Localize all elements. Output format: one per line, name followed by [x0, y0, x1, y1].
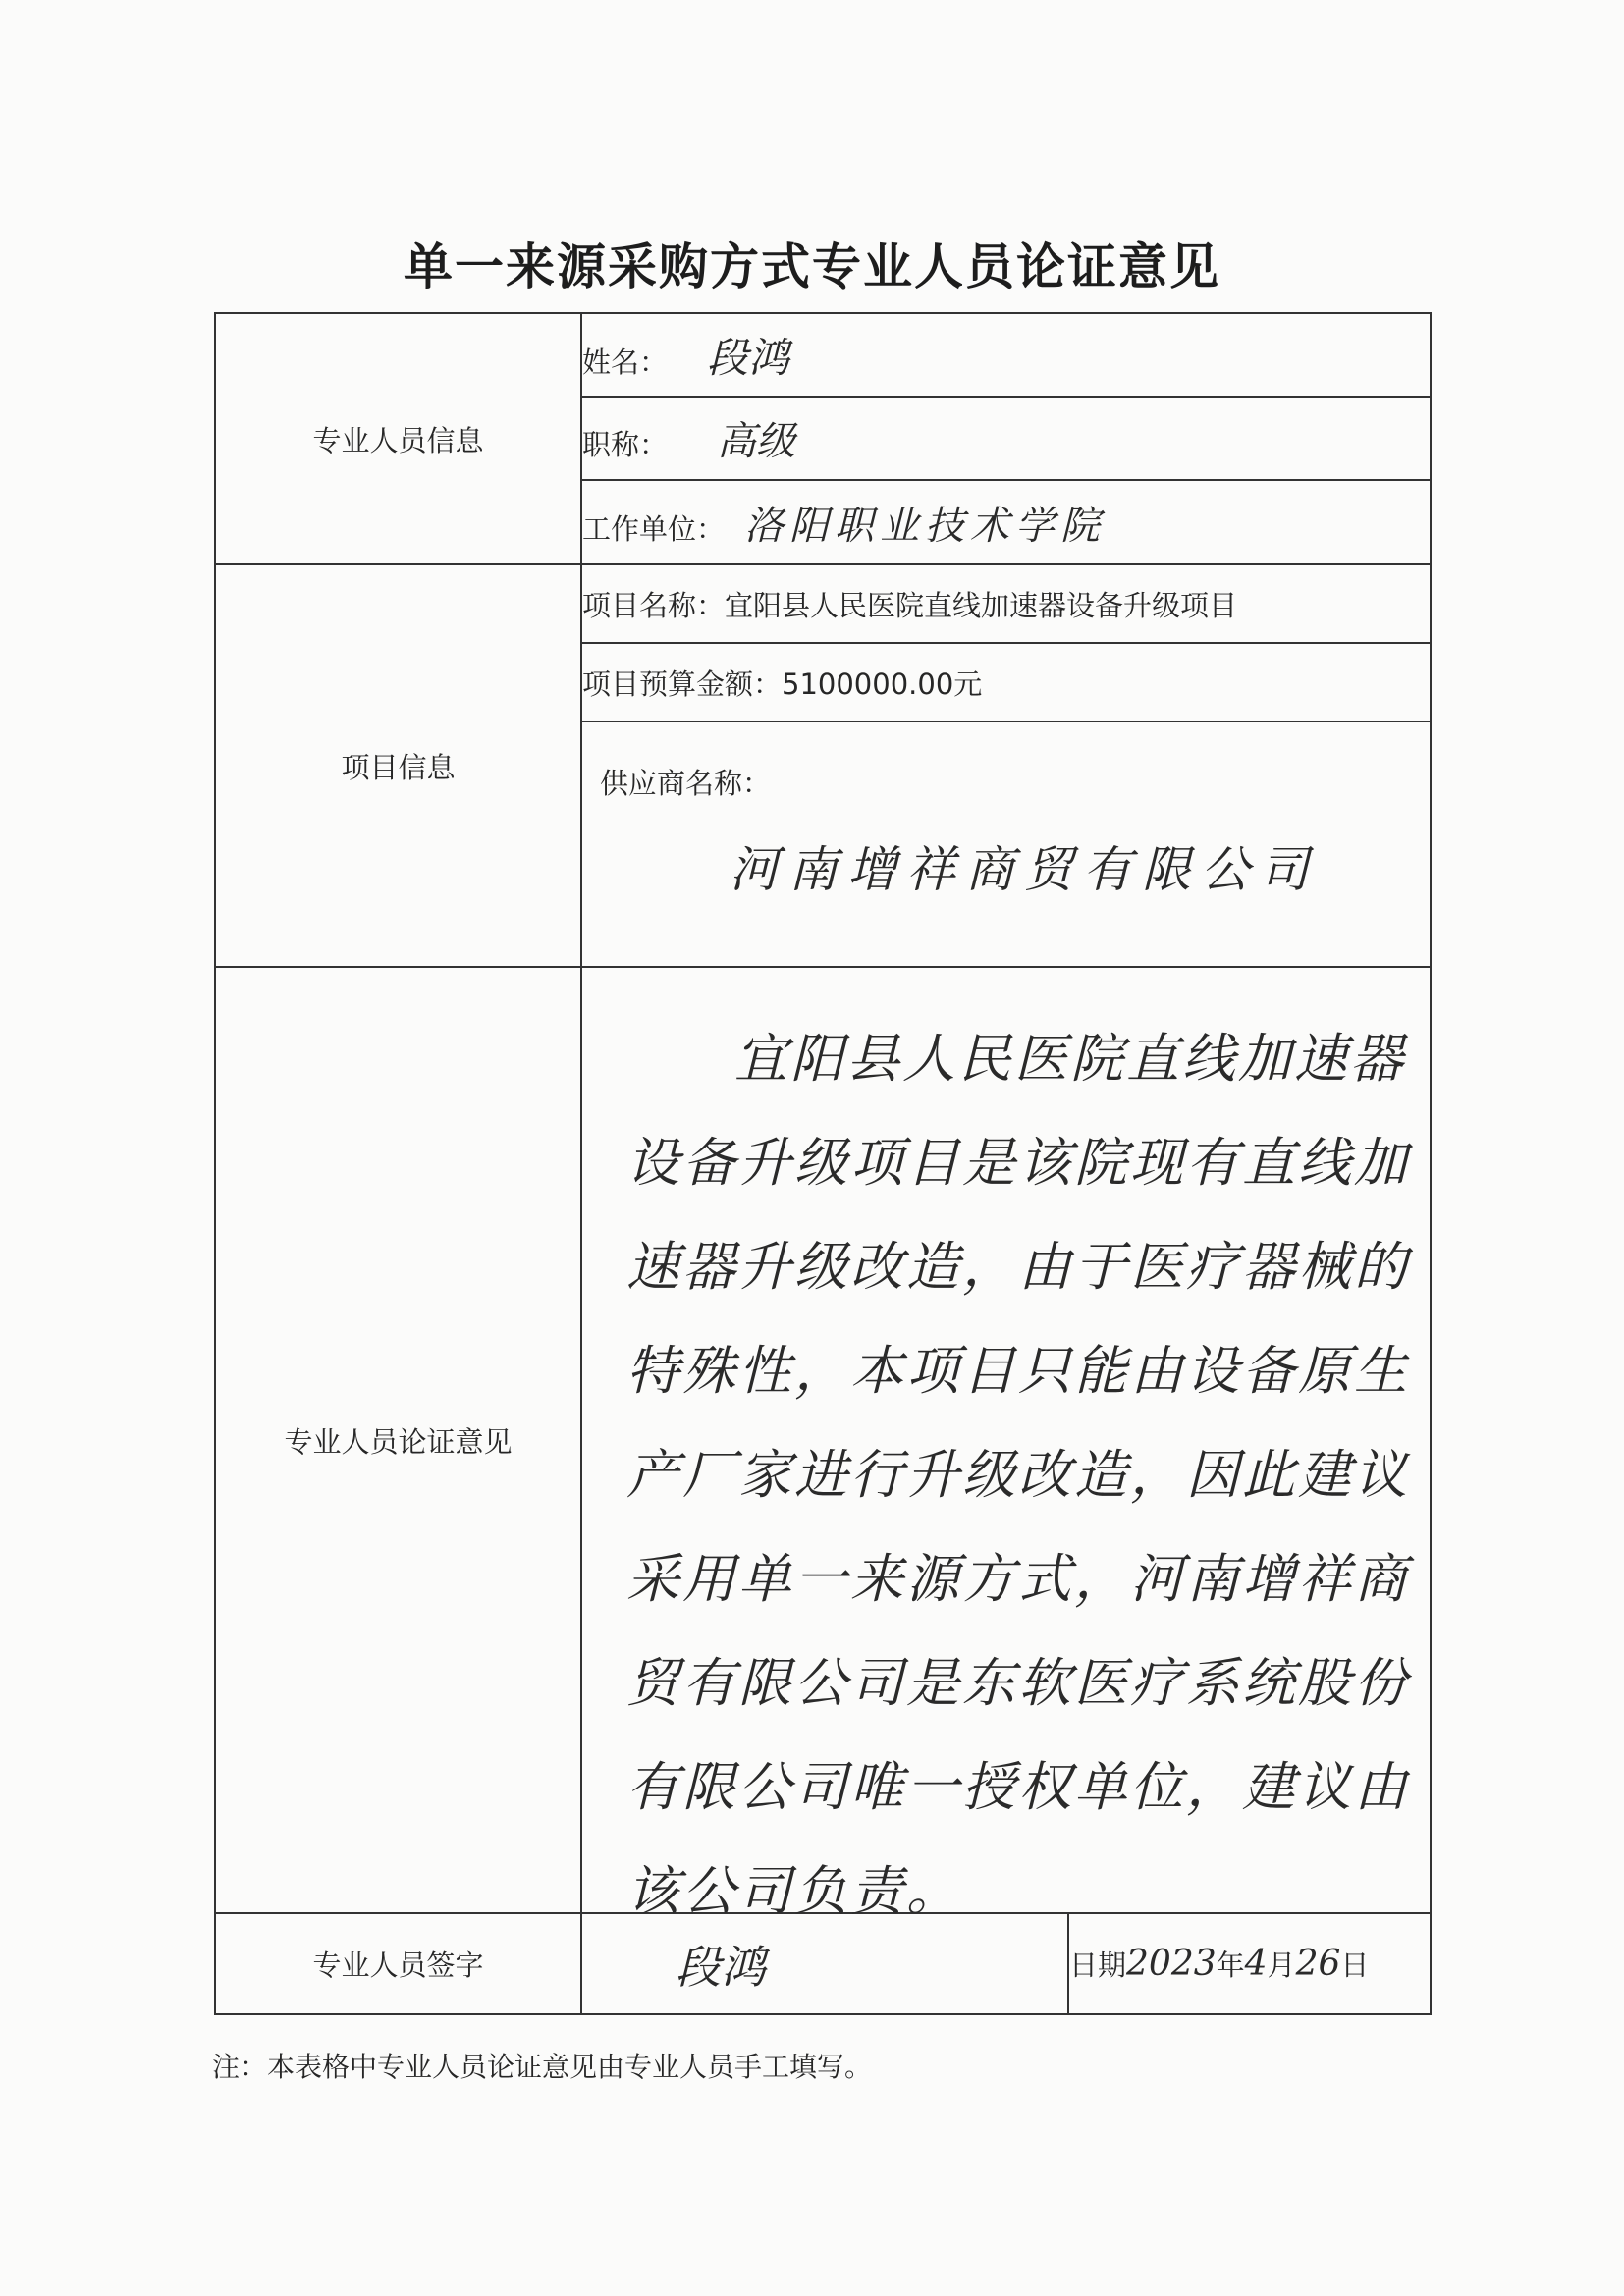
signature-label: 专业人员签字 — [215, 1913, 581, 2014]
supplier-cell — [581, 721, 1431, 967]
title-label: 职称： — [582, 428, 669, 461]
title-value: 高级 — [717, 419, 796, 464]
unit-label: 工作单位： — [582, 511, 726, 546]
name-label: 姓名： — [582, 345, 669, 379]
supplier-label: 供应商名称： — [600, 767, 772, 800]
date-year: 2023 — [1126, 1944, 1217, 1984]
opinion-cell — [581, 967, 1431, 1922]
supplier-value: 河南增祥商贸有限公司 — [730, 841, 1319, 898]
footnote: 注：本表格中专业人员论证意见由专业人员手工填写。 — [212, 2051, 873, 2083]
project-budget: 项目预算金额：5100000.00元 — [581, 643, 1431, 721]
date-prefix: 日期 — [1069, 1949, 1127, 1982]
date-day-suffix: 日 — [1340, 1949, 1370, 1982]
page-title: 单一来源采购方式专业人员论证意见 — [404, 239, 1220, 295]
signature-value: 段鸿 — [676, 1940, 766, 1994]
date-day: 26 — [1295, 1944, 1341, 1984]
title-row — [581, 397, 1431, 480]
name-row — [581, 313, 1431, 397]
expert-info-label: 专业人员信息 — [215, 313, 581, 564]
unit-row — [581, 480, 1431, 564]
project-name: 项目名称：宜阳县人民医院直线加速器设备升级项目 — [581, 564, 1431, 643]
opinion-text: 宜阳县人民医院直线加速器设备升级项目是该院现有直线加速器升级改造，由于医疗器械的特殊性，本项目只能由设备原生产厂家进行升级改造，因此建议采用单一来源方式，河南增祥商贸有限公司是东软医疗系统股份有限公司唯一授权单位，建议由该公司负责。 — [626, 1028, 1410, 1922]
name-value: 段鸿 — [707, 333, 790, 382]
opinion-label: 专业人员论证意见 — [215, 967, 581, 1913]
project-info-label: 项目信息 — [215, 564, 581, 967]
unit-value: 洛阳职业技术学院 — [744, 503, 1107, 549]
review-form-table — [214, 312, 1432, 2015]
date-year-suffix: 年 — [1216, 1949, 1245, 1982]
date-month-suffix: 月 — [1267, 1949, 1296, 1982]
date-month: 4 — [1244, 1944, 1268, 1984]
